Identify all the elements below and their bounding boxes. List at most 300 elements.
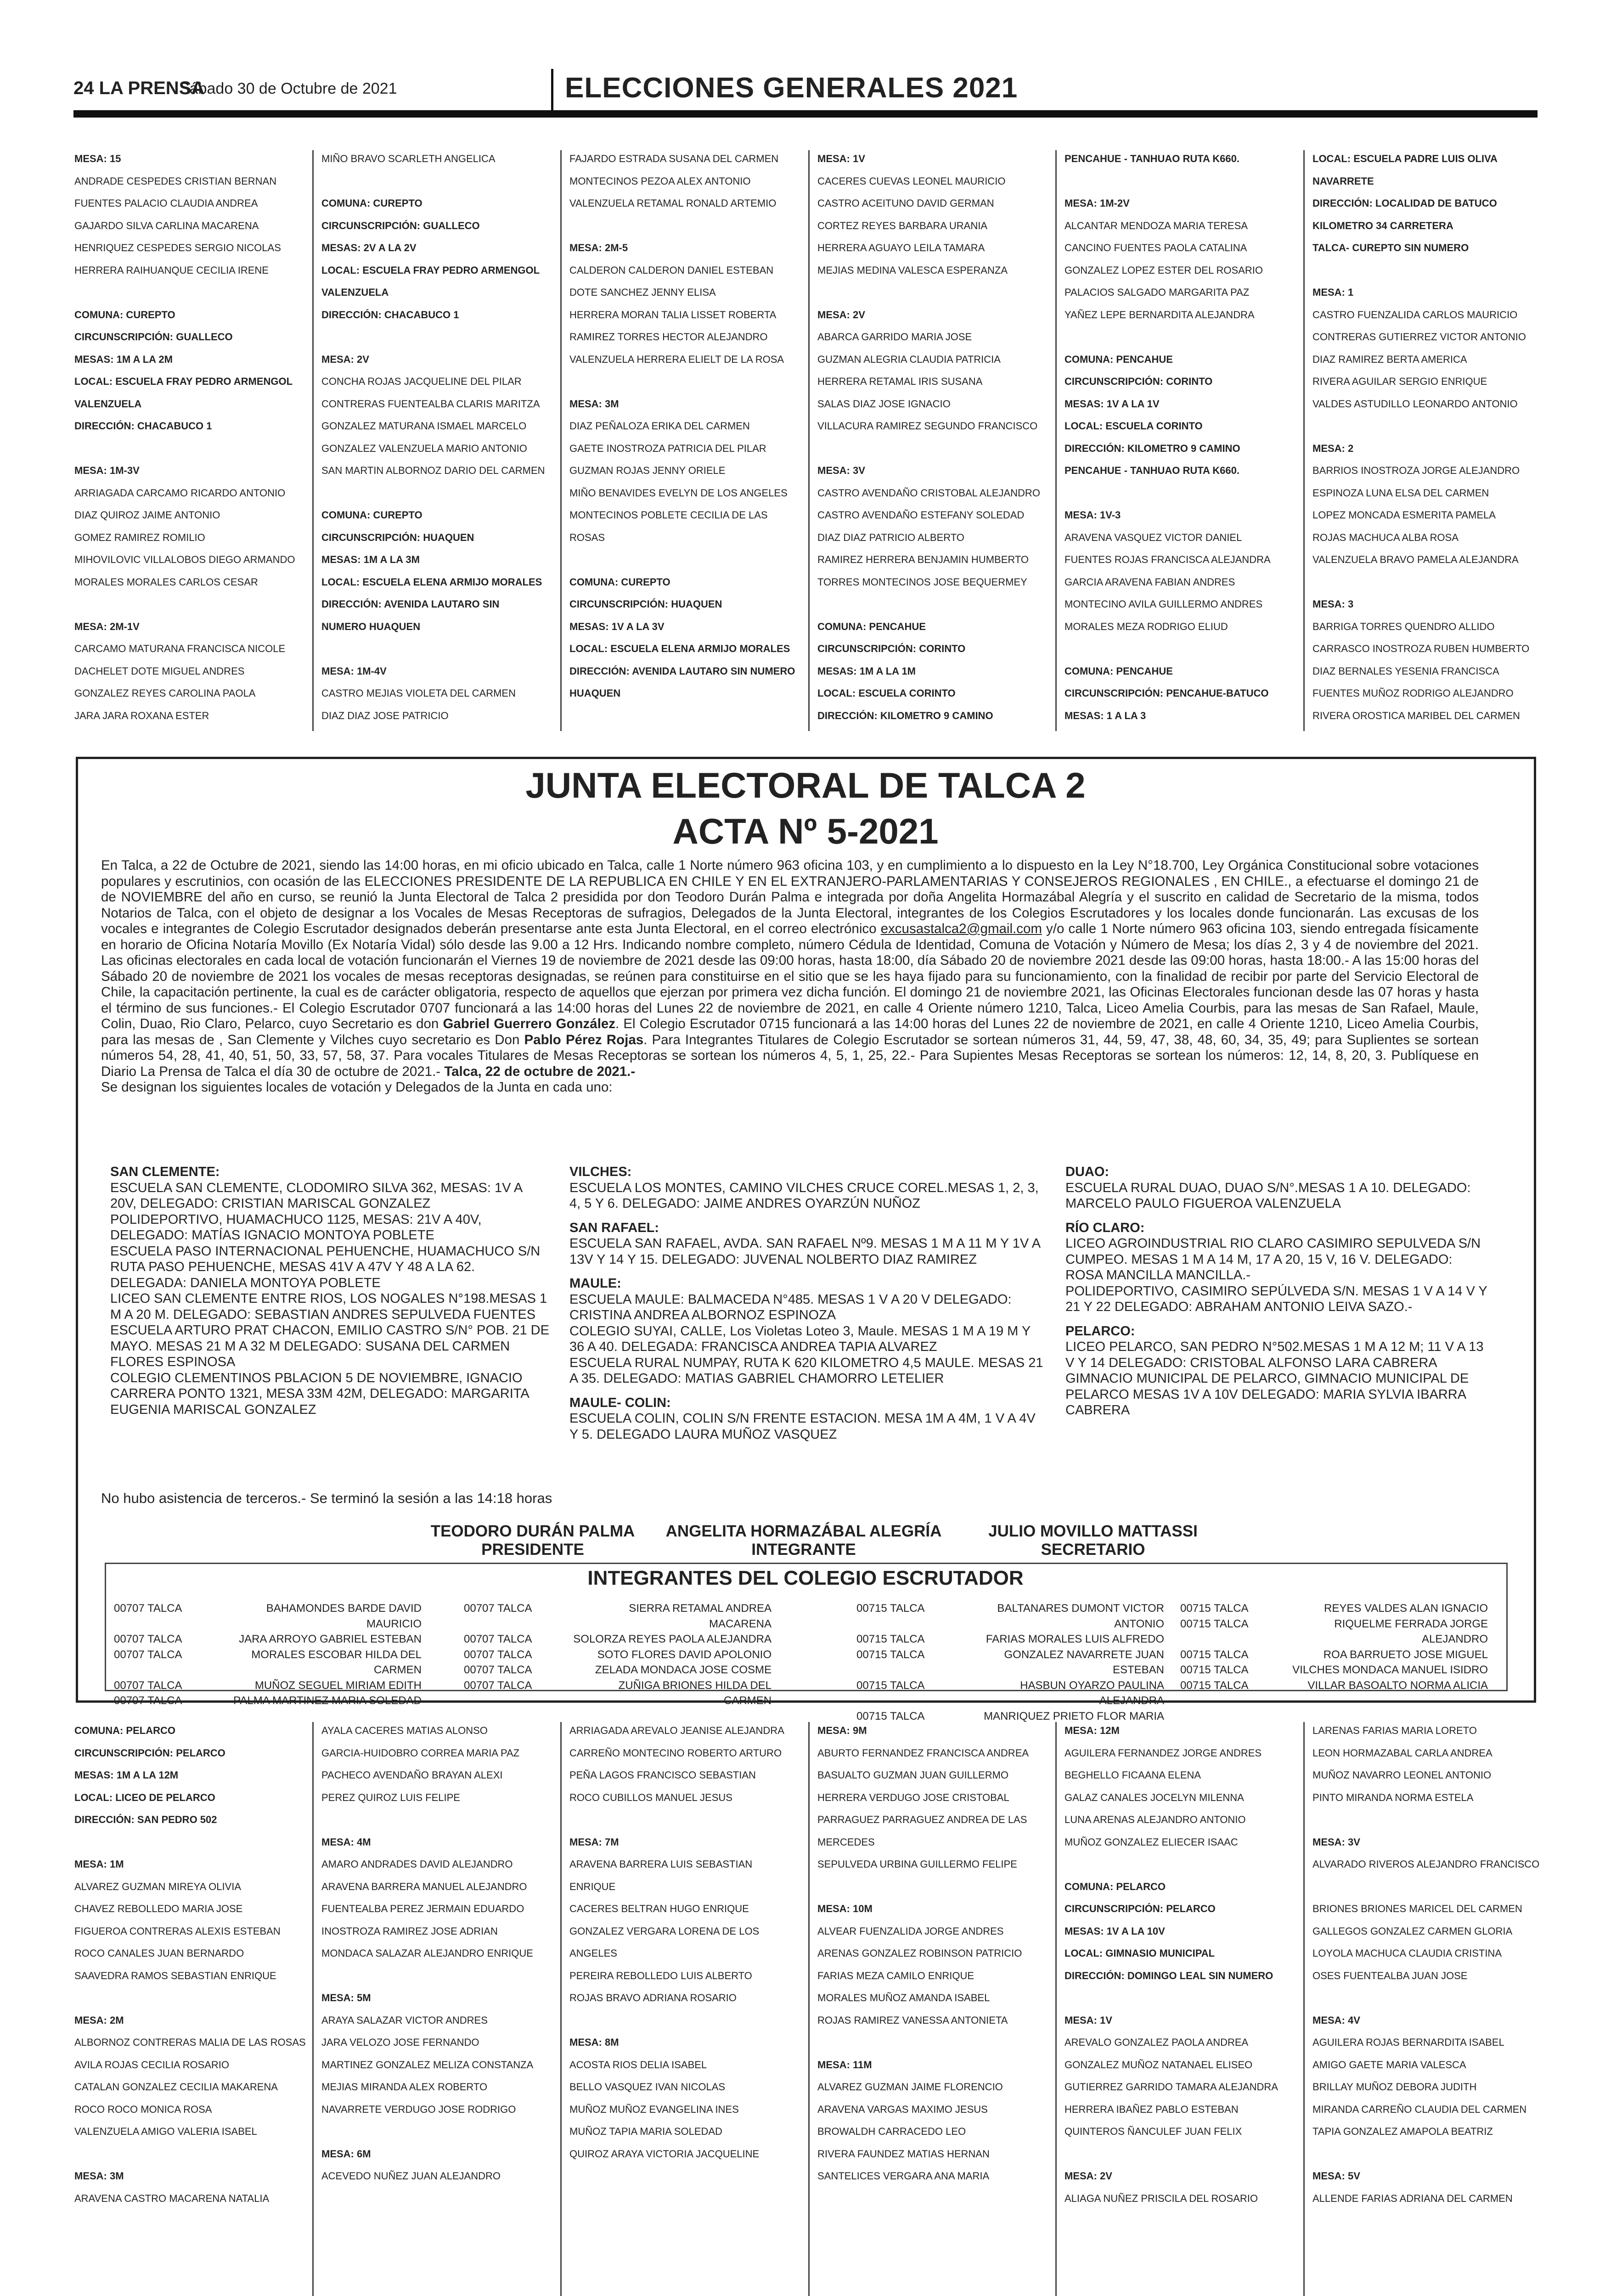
listing-column (569, 1720, 808, 2165)
colegio-member (856, 1601, 1164, 1632)
spacer (817, 281, 1056, 304)
member-name: DIAZ DIAZ JOSE PATRICIO (321, 709, 449, 721)
member-name: ABURTO FERNANDEZ FRANCISCA ANDREA (817, 1747, 1029, 1759)
member-name: GONZALEZ VALENZUELA MARIO ANTONIO (321, 442, 527, 454)
member-name: MUÑOZ NAVARRO LEONEL ANTONIO (1312, 1769, 1492, 1781)
colegio-title: INTEGRANTES DEL COLEGIO ESCRUTADOR (587, 1567, 1024, 1589)
colegio-member (114, 1647, 422, 1678)
colegio-member (464, 1632, 772, 1647)
colegio-code: 00715 TALCA (856, 1602, 925, 1615)
section-heading: COMUNA: PELARCO (74, 1725, 175, 1736)
member-name: CANCINO FUENTES PAOLA CATALINA (1065, 242, 1247, 253)
polling-place: COLEGIO SUYAI, CALLE, Los Violetas Loteo 3, Maule. MESAS 1 M A 19 M Y 36 A 40. DELEGADA: FRANCISCA ANDREA TAPIA ALVAREZ (569, 1323, 1031, 1354)
member-name: HERRERA RETAMAL IRIS SUSANA (817, 376, 983, 387)
colegio-member (856, 1632, 1164, 1647)
colegio-code: 00707 TALCA (114, 1602, 182, 1615)
member-name: MEJIAS MIRANDA ALEX ROBERTO (321, 2081, 488, 2093)
section-heading: DIRECCIÓN: LOCALIDAD DE BATUCO (1312, 197, 1497, 209)
colegio-name: MANRIQUEZ PRIETO FLOR MARIA (984, 1710, 1164, 1722)
colegio-code: 00707 TALCA (114, 1648, 182, 1661)
spacer (1312, 259, 1551, 282)
section-heading: LOCAL: ESCUELA FRAY PEDRO ARMENGOL (74, 376, 293, 387)
spacer (1065, 326, 1303, 349)
column-divider (808, 150, 810, 731)
member-name: CONTRERAS GUTIERREZ VICTOR ANTONIO (1312, 331, 1526, 343)
place-heading: VILCHES: (569, 1165, 632, 1179)
polling-place: ESCUELA RURAL NUMPAY, RUTA K 620 KILOMETRO 4,5 MAULE. MESAS 21 A 35. DELEGADO: MATIAS GABRIEL CHAMORRO LETELIER (569, 1355, 1043, 1386)
member-name: GALAZ CANALES JOCELYN MILENNA (1065, 1791, 1244, 1803)
spacer (321, 326, 560, 349)
section-heading: MESA: 5V (1312, 2170, 1360, 2182)
colegio-name: VILCHES MONDACA MANUEL ISIDRO (1292, 1664, 1488, 1676)
section-heading: MESA: 3 (1312, 598, 1354, 610)
section-heading: MESA: 2V (817, 309, 865, 321)
section-heading: MESA: 3M (569, 398, 619, 410)
listing-column (817, 148, 1056, 727)
colegio-member (1180, 1647, 1488, 1663)
spacer (817, 593, 1056, 616)
spacer (817, 438, 1056, 460)
spacer (321, 170, 560, 193)
polling-place: ESCUELA PASO INTERNACIONAL PEHUENCHE, HUAMACHUCO S/N RUTA PASO PEHUENCHE, MESAS 41V A 47V Y 48 A LA 62. DELEGADA: DANIELA MONTOYA POBLETE (110, 1244, 541, 1290)
colegio-name: MUÑOZ SEGUEL MIRIAM EDITH (254, 1679, 422, 1692)
section-heading: MESAS: 1M A LA 2M (74, 353, 173, 365)
section-heading: DIRECCIÓN: SAN PEDRO 502 (74, 1814, 217, 1825)
spacer (1065, 2143, 1303, 2166)
member-name: AGUILERA FERNANDEZ JORGE ANDRES (1065, 1747, 1262, 1759)
section-heading: CIRCUNSCRIPCIÓN: GUALLECO (321, 219, 480, 231)
member-name: CASTRO AVENDAÑO ESTEFANY SOLEDAD (817, 509, 1025, 521)
colegio-member (1180, 1662, 1488, 1678)
member-name: RIVERA AGUILAR SERGIO ENRIQUE (1312, 376, 1487, 387)
colegio-name: VILLAR BASOALTO NORMA ALICIA (1307, 1679, 1488, 1692)
section-heading: COMUNA: CUREPTO (569, 576, 670, 588)
listing-column (569, 148, 808, 705)
spacer (569, 371, 808, 393)
colegio-member (856, 1678, 1164, 1709)
section-heading: COMUNA: PENCAHUE (1065, 665, 1173, 677)
colegio-member (856, 1647, 1164, 1678)
section-title: ELECCIONES GENERALES 2021 (565, 72, 1018, 104)
signature-president: TEODORO DURÁN PALMA PRESIDENTE (430, 1522, 635, 1559)
member-name: AGUILERA ROJAS BERNARDITA ISABEL (1312, 2037, 1504, 2048)
section-heading: COMUNA: CUREPTO (74, 309, 175, 321)
place-heading: MAULE: (569, 1276, 621, 1291)
section-heading: DIRECCIÓN: CHACABUCO 1 (74, 420, 212, 432)
spacer (74, 281, 313, 304)
section-heading: MESAS: 1V A LA 1V (1065, 398, 1160, 410)
member-name: VALENZUELA BRAVO PAMELA ALEJANDRA (1312, 554, 1519, 565)
member-name: ALCANTAR MENDOZA MARIA TERESA (1065, 219, 1248, 231)
colegio-name: ROA BARRUETO JOSE MIGUEL (1323, 1648, 1488, 1661)
member-name: MUÑOZ TAPIA MARIA SOLEDAD (569, 2126, 722, 2137)
colegio-name: SIERRA RETAMAL ANDREA MACARENA (629, 1602, 772, 1630)
listing-column (1065, 148, 1303, 727)
spacer (817, 1876, 1056, 1898)
colegio-member (114, 1678, 422, 1694)
spacer (74, 1831, 313, 1854)
member-name: OSES FUENTEALBA JUAN JOSE (1312, 1970, 1468, 1981)
member-name: TAPIA GONZALEZ AMAPOLA BEATRIZ (1312, 2126, 1493, 2137)
member-name: HENRIQUEZ CESPEDES SERGIO NICOLAS (74, 242, 281, 253)
member-name: ARAVENA VARGAS MAXIMO JESUS (817, 2103, 988, 2115)
colegio-member (464, 1647, 772, 1663)
member-name: QUIROZ ARAYA VICTORIA JACQUELINE (569, 2148, 760, 2160)
member-name: ALVAREZ GUZMAN JAIME FLORENCIO (817, 2081, 1003, 2093)
member-name: ROJAS RAMIREZ VANESSA ANTONIETA (817, 2014, 1008, 2026)
member-name: FUENTES MUÑOZ RODRIGO ALEJANDRO (1312, 687, 1514, 699)
locales-column (1065, 1164, 1488, 1418)
member-name: ARENAS GONZALEZ ROBINSON PATRICIO (817, 1947, 1022, 1959)
member-name: CASTRO ACEITUNO DAVID GERMAN (817, 197, 994, 209)
section-heading: DIRECCIÓN: AVENIDA LAUTARO SIN NUMERO (569, 665, 795, 677)
spacer (1065, 482, 1303, 505)
section-heading: MESA: 4V (1312, 2014, 1360, 2026)
section-heading: MESA: 1M-2V (1065, 197, 1130, 209)
section-heading: LOCAL: ESCUELA CORINTO (817, 687, 956, 699)
member-name: GARCIA ARAVENA FABIAN ANDRES (1065, 576, 1235, 588)
polling-place: POLIDEPORTIVO, HUAMACHUCO 1125, MESAS: 21V A 40V, DELEGADO: MATÍAS IGNACIO MONTOYA POBLETE (110, 1212, 482, 1243)
colegio-code: 00707 TALCA (114, 1679, 182, 1692)
closing-note: No hubo asistencia de terceros.- Se terminó la sesión a las 14:18 horas (101, 1490, 552, 1506)
colegio-group (1180, 1601, 1488, 1693)
section-heading: MESA: 2M-5 (569, 242, 628, 253)
member-name: JARA JARA ROXANA ESTER (74, 709, 209, 721)
member-name: LOPEZ MONCADA ESMERITA PAMELA (1312, 509, 1496, 521)
issue-date: Sábado 30 de Octubre de 2021 (179, 80, 397, 97)
place-heading: SAN RAFAEL: (569, 1220, 659, 1235)
column-divider (312, 150, 314, 731)
colegio-code: 00707 TALCA (114, 1633, 182, 1645)
spacer (1312, 571, 1551, 594)
member-name: SAAVEDRA RAMOS SEBASTIAN ENRIQUE (74, 1970, 276, 1981)
acta-intro: Se designan los siguientes locales de votación y Delegados de la Junta en cada uno: (101, 1080, 613, 1095)
place-heading: RÍO CLARO: (1065, 1220, 1145, 1235)
column-divider (312, 1722, 314, 2296)
member-name: MONDACA SALAZAR ALEJANDRO ENRIQUE (321, 1947, 533, 1959)
colegio-name: GONZALEZ NAVARRETE JUAN ESTEBAN (1004, 1648, 1164, 1676)
section-heading: MESA: 2V (321, 353, 369, 365)
member-name: SALAS DIAZ JOSE IGNACIO (817, 398, 951, 410)
listing-column (1312, 1720, 1551, 2210)
column-divider (808, 1722, 810, 2296)
member-name: INOSTROZA RAMIREZ JOSE ADRIAN (321, 1925, 498, 1937)
member-name: PEREIRA REBOLLEDO LUIS ALBERTO (569, 1970, 752, 1981)
polling-place: ESCUELA SAN RAFAEL, AVDA. SAN RAFAEL Nº9. MESAS 1 M A 11 M Y 1V A 13V Y 14 Y 15. DELEGADO: JUVENAL NOLBERTO DIAZ RAMIREZ (569, 1236, 1040, 1267)
spacer (1065, 638, 1303, 660)
member-name: ROCO CUBILLOS MANUEL JESUS (569, 1791, 732, 1803)
member-name: PARRAGUEZ PARRAGUEZ ANDREA DE LAS (817, 1814, 1027, 1825)
member-name: FUENTEALBA PEREZ JERMAIN EDUARDO (321, 1903, 524, 1914)
member-name: DIAZ DIAZ PATRICIO ALBERTO (817, 531, 964, 543)
spacer (569, 215, 808, 237)
member-name: MIÑO BRAVO SCARLETH ANGELICA (321, 153, 496, 164)
colegio-name: SOLORZA REYES PAOLA ALEJANDRA (573, 1633, 772, 1645)
member-name: GUTIERREZ GARRIDO TAMARA ALEJANDRA (1065, 2081, 1278, 2093)
colegio-code: 00715 TALCA (1180, 1602, 1249, 1615)
member-name: ROJAS BRAVO ADRIANA ROSARIO (569, 1992, 737, 2003)
member-name: ARRIAGADA AREVALO JEANISE ALEJANDRA (569, 1725, 784, 1736)
member-name: MUÑOZ GONZALEZ ELIECER ISAAC (1065, 1836, 1238, 1848)
column-divider (1303, 150, 1305, 731)
member-name: CHAVEZ REBOLLEDO MARIA JOSE (74, 1903, 243, 1914)
member-name: MIÑO BENAVIDES EVELYN DE LOS ANGELES (569, 487, 788, 499)
member-name: MUÑOZ MUÑOZ EVANGELINA INES (569, 2103, 739, 2115)
colegio-code: 00715 TALCA (856, 1633, 925, 1645)
polling-place: POLIDEPORTIVO, CASIMIRO SEPÚLVEDA S/N. MESAS 1 V A 14 V Y 21 Y 22 DELEGADO: ABRAHAM ANTONIO LEIVA SAZO.- (1065, 1283, 1487, 1314)
colegio-code: 00707 TALCA (464, 1602, 532, 1615)
colegio-group (114, 1601, 422, 1709)
member-name: CARCAMO MATURANA FRANCISCA NICOLE (74, 643, 286, 654)
member-name: LEON HORMAZABAL CARLA ANDREA (1312, 1747, 1493, 1759)
member-name: MEJIAS MEDINA VALESCA ESPERANZA (817, 264, 1008, 276)
section-heading: MESAS: 2V A LA 2V (321, 242, 417, 253)
member-name: MONTECINOS POBLETE CECILIA DE LAS (569, 509, 768, 521)
spacer (321, 638, 560, 660)
member-name: ROCO CANALES JUAN BERNARDO (74, 1947, 244, 1959)
colegio-name: PALMA MARTINEZ MARIA SOLEDAD (233, 1694, 422, 1707)
member-name: AMIGO GAETE MARIA VALESCA (1312, 2059, 1466, 2071)
member-name: JARA VELOZO JOSE FERNANDO (321, 2037, 479, 2048)
colegio-name: MORALES ESCOBAR HILDA DEL CARMEN (251, 1648, 422, 1676)
column-divider (1055, 150, 1057, 731)
member-name: FARIAS MEZA CAMILO ENRIQUE (817, 1970, 974, 1981)
section-heading: MESA: 2M (74, 2014, 124, 2026)
member-name: HERRERA RAIHUANQUE CECILIA IRENE (74, 264, 269, 276)
member-name: MORALES MUÑOZ AMANDA ISABEL (817, 1992, 990, 2003)
listing-column (74, 1720, 313, 2210)
member-name: ARAVENA BARRERA MANUEL ALEJANDRO (321, 1880, 527, 1892)
colegio-group (464, 1601, 772, 1709)
member-name: CASTRO FUENZALIDA CARLOS MAURICIO (1312, 309, 1518, 321)
colegio-name: RIQUELME FERRADA JORGE ALEJANDRO (1334, 1617, 1488, 1645)
place-heading: SAN CLEMENTE: (110, 1165, 220, 1179)
member-name: ALLENDE FARIAS ADRIANA DEL CARMEN (1312, 2192, 1513, 2204)
member-name: ROCO ROCO MONICA ROSA (74, 2103, 212, 2115)
colegio-member (1180, 1601, 1488, 1616)
member-name: SANTELICES VERGARA ANA MARIA (817, 2170, 990, 2182)
member-name: LOYOLA MACHUCA CLAUDIA CRISTINA (1312, 1947, 1502, 1959)
member-name: CACERES BELTRAN HUGO ENRIQUE (569, 1903, 749, 1914)
colegio-name: ZELADA MONDACA JOSE COSME (595, 1664, 772, 1676)
acta-text: En Talca, a 22 de Octubre de 2021, siendo las 14:00 horas, en mi oficio ubicado en Talca, calle 1 Norte número 963 oficina 103, y en cumplimiento a lo dispuesto en la Ley N°18.700, Ley Orgánica Constitucional sobre votaciones populares y escrutinios, con ocasión de las ELECCIONES PRESIDENTE DE LA REPUBLICA EN CHILE Y EN EL EXTRANJERO-PARLAMENTARIAS Y CONSEJEROS REGIONALES , EN CHILE., a efectuarse el domingo 21 de de NOVIEMBRE del año en curso, se reunió la Junta Electoral de Talca 2 presidida por don Teodoro Durán Palma e integrada por doña Angelita Hormazábal Alegría y el suscrito en calidad de Secretario de la misma, todos Notarios de Talca, con el objeto de designar a los Vocales de Mesas Receptoras de sufragios, Delegados de la Junta Electoral, integrantes de los Colegios Escrutadores y los locales donde funcionarán. Las excusas de los vocales e integrantes de Colegio Escrutador designados deberán presentarse ante esta Junta Electoral, en el correo electrónico excusastalca2@gmail.com y/o calle 1 Norte número 963 oficina 103, siendo entregada físicamente en horario de Oficina Notaría Movillo (Ex Notaría Vidal) sólo desde las 9.00 a 12 Hrs. Indicando nombre completo, número Cédula de Identidad, Comuna de Votación y Número de Mesa; los días 2, 3 y 4 de noviembre del 2021. Las oficinas electorales en cada local de votación funcionarán el Viernes 19 de noviembre de 2021 desde las 09:00 horas, hasta 18:00, día Sábado 20 de noviembre 2021 desde las 09:00 horas, hasta 18:00.- A las 15:00 horas del Sábado 20 de noviembre de 2021 los vocales de mesas receptoras designadas, se reúnen para constituirse en el sitio que se les haya fijado para su funcionamiento, con la finalidad de recibir por parte del Servicio Electoral de Chile, la capacitación pertinente, la cual es de carácter obligatoria, respecto de aquellos que ejerzan por primera vez dicha función. El domingo 21 de noviembre 2021, las Oficinas Electorales funcionan desde las 07 horas y hasta el término de sus funciones.- El Colegio Escrutador 0707 funcionará a las 14:00 horas del Lunes 22 de noviembre de 2021, en calle 4 Oriente número 1210, Talca, Liceo Amelia Courbis, para las mesas de San Rafael, Maule, Colin, Duao, Rio Claro, Pelarco, cuyo Secretario es don Gabriel Guerrero González. El Colegio Escrutador 0715 funcionará a las 14:00 horas del Lunes 22 de noviembre de 2021, en calle 4 Oriente 1210, Liceo Amelia Courbis, para las mesas de , San Clemente y Vilches cuyo secretario es Don Pablo Pérez Rojas. Para Integrantes Titulares de Colegio Escrutador se sortean números 31, 44, 59, 47, 38, 48, 60, 34, 35, 49; para Suplientes se sortean números 54, 28, 41, 40, 51, 50, 33, 57, 58, 37. Para vocales Titulares de Mesas Receptoras se sortean los números 4, 5, 1, 25, 22.- Para Supientes Mesas Receptoras se sortean los números: 12, 14, 8, 20, 3. Publíquese en Diario La Prensa de Talca el día 30 de octubre de 2021.- Talca, 22 de octubre de 2021.- (101, 858, 1479, 1079)
spacer (1312, 1809, 1551, 1831)
spacer (74, 593, 313, 616)
polling-place: LICEO SAN CLEMENTE ENTRE RIOS, LOS NOGALES N°198.MESAS 1 M A 20 M. DELEGADO: SEBASTIAN ANDRES SEPULVEDA FUENTES (110, 1291, 547, 1322)
member-name: HERRERA IBAÑEZ PABLO ESTEBAN (1065, 2103, 1239, 2115)
column-divider (560, 150, 562, 731)
section-heading: MESA: 1 (1312, 287, 1354, 298)
section-heading: COMUNA: PENCAHUE (1065, 353, 1173, 365)
member-name: MONTECINOS PEZOA ALEX ANTONIO (569, 175, 751, 187)
member-name: BARRIGA TORRES QUENDRO ALLIDO (1312, 620, 1495, 632)
member-name: ACOSTA RIOS DELIA ISABEL (569, 2059, 707, 2071)
spacer (321, 2121, 560, 2143)
member-name: ARRIAGADA CARCAMO RICARDO ANTONIO (74, 487, 286, 499)
member-name: CONCHA ROJAS JACQUELINE DEL PILAR (321, 376, 522, 387)
colegio-code: 00707 TALCA (464, 1679, 532, 1692)
member-name: GAJARDO SILVA CARLINA MACARENA (74, 219, 259, 231)
member-name: GUZMAN ROJAS JENNY ORIELE (569, 465, 726, 476)
section-heading: DIRECCIÓN: CHACABUCO 1 (321, 309, 459, 321)
member-name: CONTRERAS FUENTEALBA CLARIS MARITZA (321, 398, 540, 410)
section-heading: MESA: 4M (321, 1836, 371, 1848)
member-name: QUINTEROS ÑANCULEF JUAN FELIX (1065, 2126, 1242, 2137)
member-name: PACHECO AVENDAÑO BRAYAN ALEXI (321, 1769, 503, 1781)
member-name: VALENZUELA HERRERA ELIELT DE LA ROSA (569, 353, 784, 365)
member-name: FUENTES ROJAS FRANCISCA ALEJANDRA (1065, 554, 1271, 565)
colegio-code: 00715 TALCA (1180, 1617, 1249, 1630)
colegio-member (114, 1601, 422, 1632)
section-heading: MESA: 1V (817, 153, 865, 164)
member-name: HERRERA AGUAYO LEILA TAMARA (817, 242, 985, 253)
colegio-member (464, 1601, 772, 1632)
colegio-member (464, 1662, 772, 1678)
colegio-member (464, 1678, 772, 1709)
section-heading: MESAS: 1M A LA 3M (321, 554, 420, 565)
spacer (74, 438, 313, 460)
spacer (321, 1965, 560, 1987)
colegio-member (1180, 1616, 1488, 1647)
member-name: BARRIOS INOSTROZA JORGE ALEJANDRO (1312, 465, 1520, 476)
section-heading: MESA: 5M (321, 1992, 371, 2003)
listing-column (1065, 1720, 1303, 2210)
section-heading: COMUNA: CUREPTO (321, 197, 422, 209)
member-name: GONZALEZ LOPEZ ESTER DEL ROSARIO (1065, 264, 1263, 276)
section-heading: COMUNA: PENCAHUE (817, 620, 926, 632)
member-name: LUNA ARENAS ALEJANDRO ANTONIO (1065, 1814, 1246, 1825)
member-name: ROJAS MACHUCA ALBA ROSA (1312, 531, 1459, 543)
colegio-code: 00715 TALCA (856, 1710, 925, 1722)
section-heading: MESA: 1M-4V (321, 665, 387, 677)
listing-column (321, 148, 560, 727)
colegio-code: 00707 TALCA (464, 1664, 532, 1676)
member-name: RAMIREZ HERRERA BENJAMIN HUMBERTO (817, 554, 1029, 565)
member-name: ALBORNOZ CONTRERAS MALIA DE LAS ROSAS (74, 2037, 306, 2048)
section-heading: MESAS: 1M A LA 12M (74, 1769, 179, 1781)
polling-place: ESCUELA MAULE: BALMACEDA N°485. MESAS 1 V A 20 V DELEGADO: CRISTINA ANDREA ALBORNOZ ESPINOZA (569, 1292, 1012, 1322)
listing-column (1312, 148, 1551, 727)
polling-place: LICEO PELARCO, SAN PEDRO N°502.MESAS 1 M A 12 M; 11 V A 13 V Y 14 DELEGADO: CRISTOBAL ALFONSO LARA CABRERA (1065, 1339, 1484, 1370)
member-name: ARAVENA BARRERA LUIS SEBASTIAN (569, 1858, 753, 1870)
section-heading: NUMERO HUAQUEN (321, 620, 421, 632)
polling-place: GIMNACIO MUNICIPAL DE PELARCO, GIMNACIO MUNICIPAL DE PELARCO MESAS 1V A 10V DELEGADO: MARIA SYLVIA IBARRA CABRERA (1065, 1371, 1469, 1418)
member-name: TORRES MONTECINOS JOSE BEQUERMEY (817, 576, 1027, 588)
section-heading: CIRCUNSCRIPCIÓN: HUAQUEN (321, 531, 474, 543)
spacer (321, 482, 560, 505)
member-name: DACHELET DOTE MIGUEL ANDRES (74, 665, 245, 677)
polling-place: ESCUELA COLIN, COLIN S/N FRENTE ESTACION. MESA 1M A 4M, 1 V A 4V Y 5. DELEGADO LAURA MUÑOZ VASQUEZ (569, 1411, 1036, 1442)
member-name: HERRERA MORAN TALIA LISSET ROBERTA (569, 309, 777, 321)
member-name: ARAVENA CASTRO MACARENA NATALIA (74, 2192, 270, 2204)
member-name: MERCEDES (817, 1836, 875, 1848)
member-name: CASTRO MEJIAS VIOLETA DEL CARMEN (321, 687, 516, 699)
member-name: RIVERA OROSTICA MARIBEL DEL CARMEN (1312, 709, 1520, 721)
member-name: MIHOVILOVIC VILLALOBOS DIEGO ARMANDO (74, 554, 295, 565)
member-name: ABARCA GARRIDO MARIA JOSE (817, 331, 972, 343)
locales-column (569, 1164, 1047, 1442)
member-name: PEÑA LAGOS FRANCISCO SEBASTIAN (569, 1769, 756, 1781)
signature-secretary: JULIO MOVILLO MATTASSI SECRETARIO (988, 1522, 1198, 1559)
member-name: AYALA CACERES MATIAS ALONSO (321, 1725, 488, 1736)
member-name: AVILA ROJAS CECILIA ROSARIO (74, 2059, 230, 2071)
section-heading: HUAQUEN (569, 687, 621, 699)
section-heading: MESAS: 1M A LA 1M (817, 665, 916, 677)
spacer (1065, 1987, 1303, 2009)
member-name: GONZALEZ MATURANA ISMAEL MARCELO (321, 420, 527, 432)
colegio-code: 00715 TALCA (1180, 1679, 1249, 1692)
section-heading: MESA: 8M (569, 2037, 619, 2048)
colegio-name: JARA ARROYO GABRIEL ESTEBAN (239, 1633, 422, 1645)
member-name: NAVARRETE VERDUGO JOSE RODRIGO (321, 2103, 516, 2115)
header-rule (73, 110, 1538, 118)
member-name: FIGUEROA CONTRERAS ALEXIS ESTEBAN (74, 1925, 281, 1937)
section-heading: DIRECCIÓN: AVENIDA LAUTARO SIN (321, 598, 500, 610)
member-name: FUENTES PALACIO CLAUDIA ANDREA (74, 197, 258, 209)
section-heading: LOCAL: ESCUELA ELENA ARMIJO MORALES (321, 576, 542, 588)
member-name: CATALAN GONZALEZ CECILIA MAKARENA (74, 2081, 278, 2093)
section-heading: MESA: 2M-1V (74, 620, 140, 632)
header-divider (551, 69, 553, 115)
member-name: CARRASCO INOSTROZA RUBEN HUMBERTO (1312, 643, 1530, 654)
spacer (1312, 415, 1551, 438)
polling-place: ESCUELA RURAL DUAO, DUAO S/N°.MESAS 1 A 10. DELEGADO: MARCELO PAULO FIGUEROA VALENZUELA (1065, 1180, 1471, 1211)
section-heading: LOCAL: ESCUELA CORINTO (1065, 420, 1203, 432)
member-name: ROSAS (569, 531, 605, 543)
member-name: HERRERA VERDUGO JOSE CRISTOBAL (817, 1791, 1009, 1803)
section-heading: MESAS: 1V A LA 3V (569, 620, 665, 632)
section-heading: MESA: 2 (1312, 442, 1354, 454)
section-heading: MESA: 7M (569, 1836, 619, 1848)
member-name: BEGHELLO FICAANA ELENA (1065, 1769, 1201, 1781)
section-heading: CIRCUNSCRIPCIÓN: PELARCO (1065, 1903, 1216, 1914)
member-name: ANGELES (569, 1947, 617, 1959)
section-heading: MESA: 10M (817, 1903, 873, 1914)
member-name: LARENAS FARIAS MARIA LORETO (1312, 1725, 1477, 1736)
member-name: YAÑEZ LEPE BERNARDITA ALEJANDRA (1065, 309, 1255, 321)
member-name: MORALES MEZA RODRIGO ELIUD (1065, 620, 1228, 632)
member-name: GARCIA-HUIDOBRO CORREA MARIA PAZ (321, 1747, 520, 1759)
member-name: GAETE INOSTROZA PATRICIA DEL PILAR (569, 442, 766, 454)
colegio-code: 00707 TALCA (114, 1694, 182, 1707)
member-name: BASUALTO GUZMAN JUAN GUILLERMO (817, 1769, 1009, 1781)
colegio-name: BAHAMONDES BARDE DAVID MAURICIO (266, 1602, 422, 1630)
member-name: ACEVEDO NUÑEZ JUAN ALEJANDRO (321, 2170, 501, 2182)
member-name: DIAZ PEÑALOZA ERIKA DEL CARMEN (569, 420, 750, 432)
member-name: CASTRO AVENDAÑO CRISTOBAL ALEJANDRO (817, 487, 1040, 499)
section-heading: VALENZUELA (321, 287, 389, 298)
member-name: GOMEZ RAMIREZ ROMILIO (74, 531, 205, 543)
section-heading: MESAS: 1 A LA 3 (1065, 709, 1146, 721)
section-heading: NAVARRETE (1312, 175, 1374, 187)
member-name: PINTO MIRANDA NORMA ESTELA (1312, 1791, 1474, 1803)
section-heading: CIRCUNSCRIPCIÓN: CORINTO (817, 643, 966, 654)
section-heading: LOCAL: GIMNASIO MUNICIPAL (1065, 1947, 1215, 1959)
section-heading: LOCAL: ESCUELA ELENA ARMIJO MORALES (569, 643, 790, 654)
section-heading: KILOMETRO 34 CARRETERA (1312, 219, 1453, 231)
section-heading: CIRCUNSCRIPCIÓN: PENCAHUE-BATUCO (1065, 687, 1269, 699)
colegio-name: BALTANARES DUMONT VICTOR ANTONIO (997, 1602, 1164, 1630)
section-heading: MESA: 1M (74, 1858, 124, 1870)
section-heading: MESA: 1M-3V (74, 465, 140, 476)
section-heading: MESA: 3V (817, 465, 865, 476)
place-heading: DUAO: (1065, 1165, 1110, 1179)
column-divider (1303, 1722, 1305, 2296)
member-name: PEREZ QUIROZ LUIS FELIPE (321, 1791, 460, 1803)
column-divider (1055, 1722, 1057, 2296)
section-heading: DIRECCIÓN: KILOMETRO 9 CAMINO (1065, 442, 1240, 454)
section-heading: MESA: 12M (1065, 1725, 1120, 1736)
